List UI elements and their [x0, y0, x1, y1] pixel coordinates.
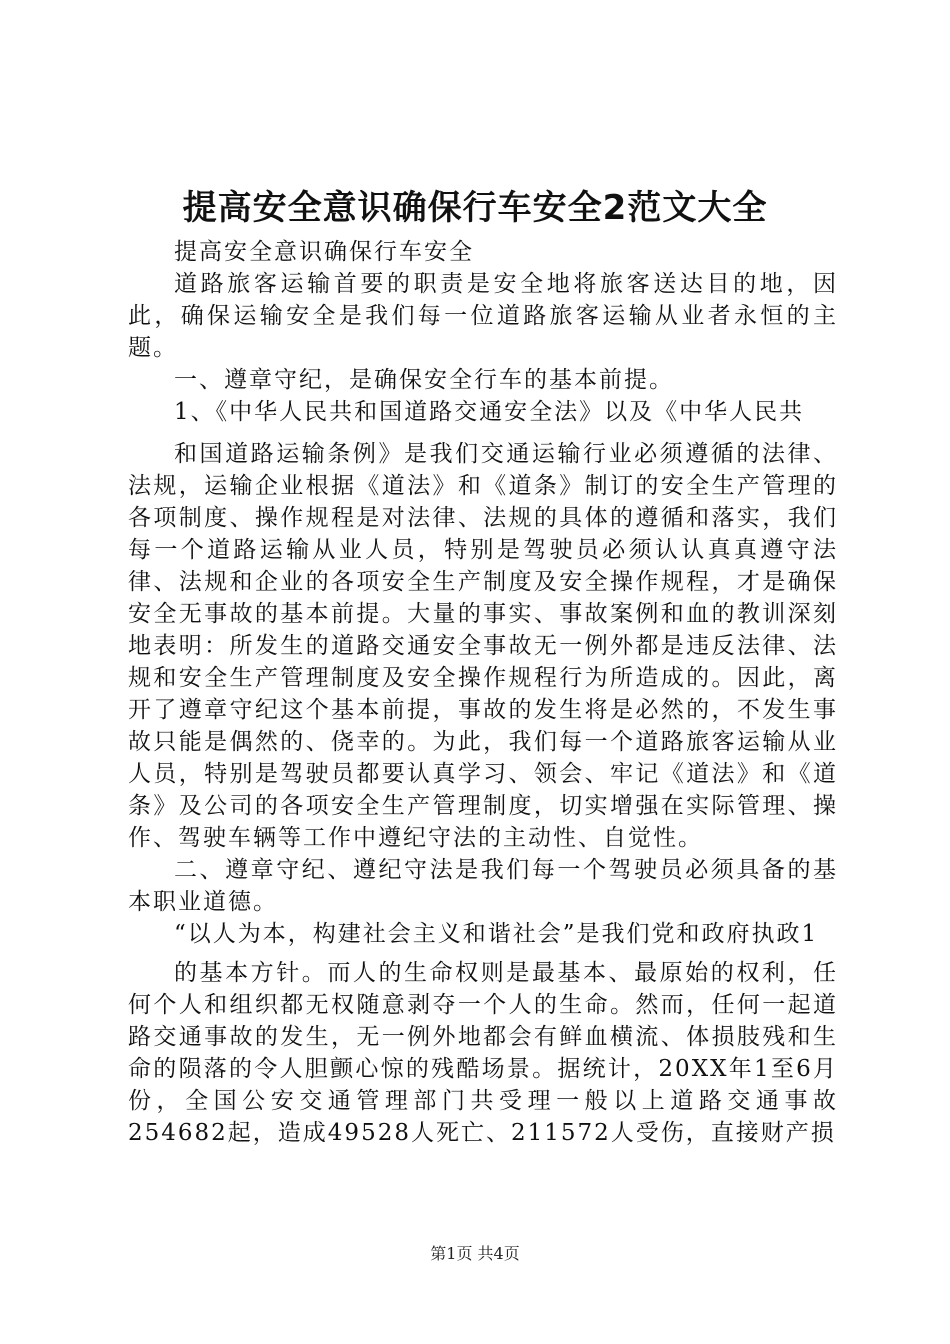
paragraph: 1、《中华人民共和国道路交通安全法》以及《中华人民共	[174, 399, 805, 425]
subtitle-line: 提高安全意识确保行车安全	[174, 239, 474, 265]
paragraph: 和国道路运输条例》是我们交通运输行业必须遵循的法律、法规，运输企业根据《道法》和《道条》制订的安全生产管理的各项制度、操作规程是对法律、法规的具体的遵循和落实，我们每一个道路运输从业人员，特别是驾驶员必须认认真真遵守法律、法规和企业的各项安全生产制度及安全操作规程，才是确保安全无事故的基本前提。大量的事实、事故案例和血的教训深刻地表明：所发生的道路交通安全事故无一例外都是违反法律、法规和安全生产管理制度及安全操作规程行为所造成的。因此，离开了遵章守纪这个基本前提，事故的发生将是必然的，不发生事故只能是偶然的、侥幸的。为此，我们每一个道路旅客运输从业人员，特别是驾驶员都要认真学习、领会、牢记《道法》和《道条》及公司的各项安全生产管理制度，切实增强在实际管理、操作、驾驶车辆等工作中遵纪守法的主动性、自觉性。	[128, 441, 838, 851]
section-heading: 一、遵章守纪，是确保安全行车的基本前提。	[174, 367, 674, 393]
section-heading: 二、遵章守纪、遵纪守法是我们每一个驾驶员必须具备的基本职业道德。	[128, 857, 838, 915]
page-title: 提高安全意识确保行车安全2范文大全	[182, 188, 768, 228]
body-block-1	[128, 236, 838, 428]
body-block-3	[128, 957, 838, 1149]
paragraph: 的基本方针。而人的生命权则是最基本、最原始的权利，任何个人和组织都无权随意剥夺一个人的生命。然而，任何一起道路交通事故的发生，无一例外地都会有鲜血横流、体损肢残和生命的陨落的令人胆颤心惊的残酷场景。据统计，20XX年1至6月份，全国公安交通管理部门共受理一般以上道路交通事故254682起，造成49528人死亡、211572人受伤，直接财产损	[128, 960, 838, 1146]
page-number-footer: 第1页 共4页	[430, 1244, 520, 1263]
paragraph: “以人为本，构建社会主义和谐社会”是我们党和政府执政1	[174, 921, 819, 947]
body-block-2	[128, 438, 838, 950]
paragraph: 道路旅客运输首要的职责是安全地将旅客送达目的地，因此，确保运输安全是我们每一位道路旅客运输从业者永恒的主题。	[128, 271, 838, 361]
